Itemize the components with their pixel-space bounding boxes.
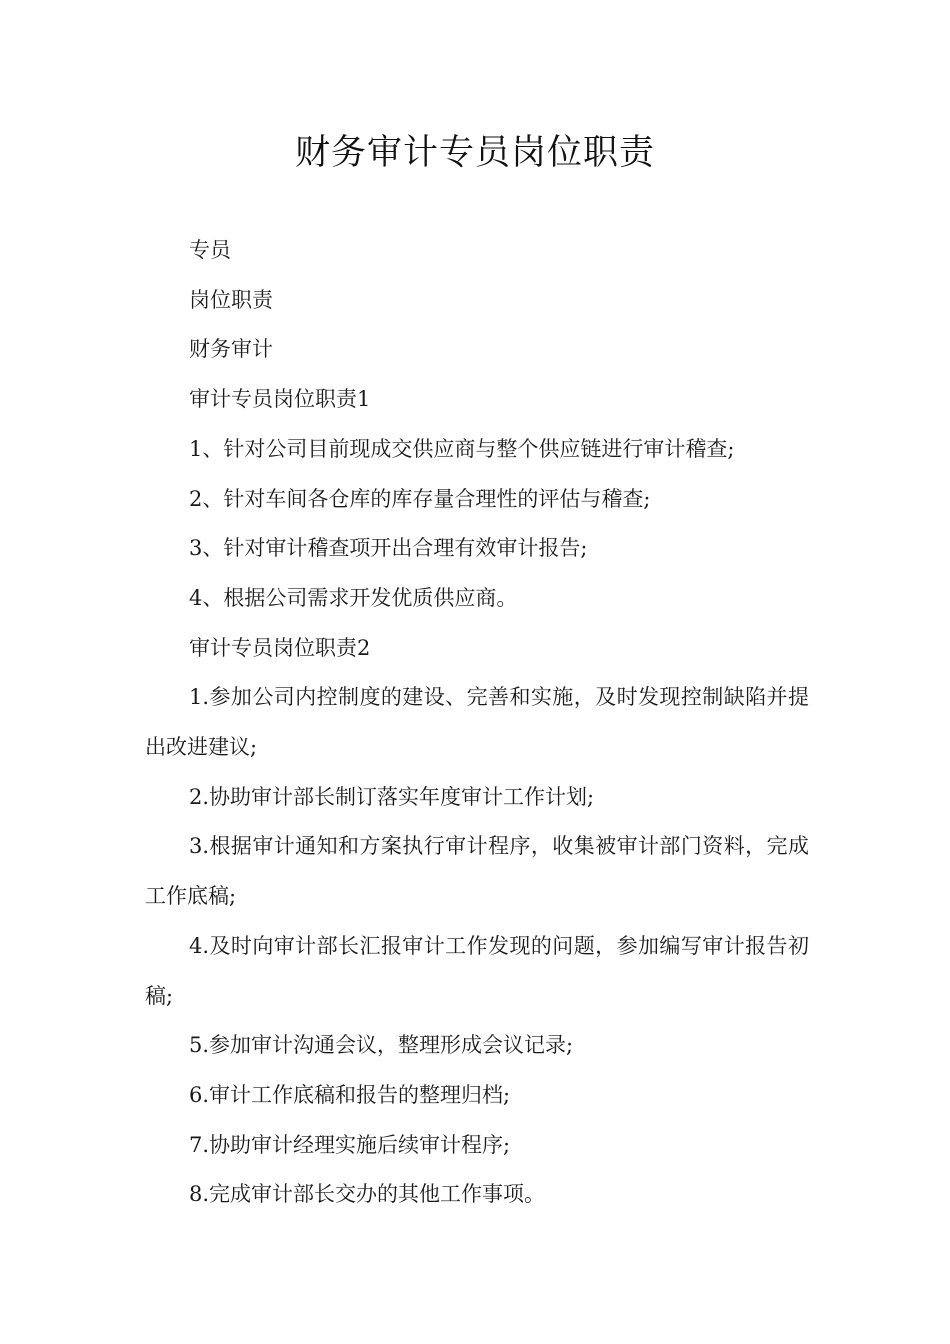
- paragraph: 审计专员岗位职责1: [189, 387, 371, 412]
- list-item: 3、针对审计稽查项开出合理有效审计报告;: [189, 536, 588, 561]
- paragraph: 财务审计: [189, 337, 273, 362]
- list-item: 1、针对公司目前现成交供应商与整个供应链进行审计稽查;: [189, 436, 735, 461]
- list-item: 3.根据审计通知和方案执行审计程序，收集被审计部门资料，完成工作底稿;: [145, 834, 809, 909]
- list-item: 4.及时向审计部长汇报审计工作发现的问题，参加编写审计报告初稿;: [145, 933, 809, 1008]
- paragraph: 岗位职责: [189, 287, 273, 312]
- list-item: 5.参加审计沟通会议，整理形成会议记录;: [189, 1033, 574, 1058]
- document-body: [145, 226, 809, 1220]
- document-title: 财务审计专员岗位职责: [294, 133, 655, 173]
- list-item: 1.参加公司内控制度的建设、完善和实施，及时发现控制缺陷并提出改进建议;: [145, 685, 809, 760]
- list-item: 7.协助审计经理实施后续审计程序;: [189, 1132, 511, 1157]
- list-item: 4、根据公司需求开发优质供应商。: [189, 585, 518, 610]
- list-item: 2、针对车间各仓库的库存量合理性的评估与稽查;: [189, 486, 651, 511]
- list-item: 8.完成审计部长交办的其他工作事项。: [189, 1182, 546, 1207]
- list-item: 2.协助审计部长制订落实年度审计工作计划;: [189, 784, 595, 809]
- list-item: 6.审计工作底稿和报告的整理归档;: [189, 1082, 511, 1107]
- paragraph: 专员: [189, 238, 231, 262]
- paragraph: 审计专员岗位职责2: [189, 635, 371, 660]
